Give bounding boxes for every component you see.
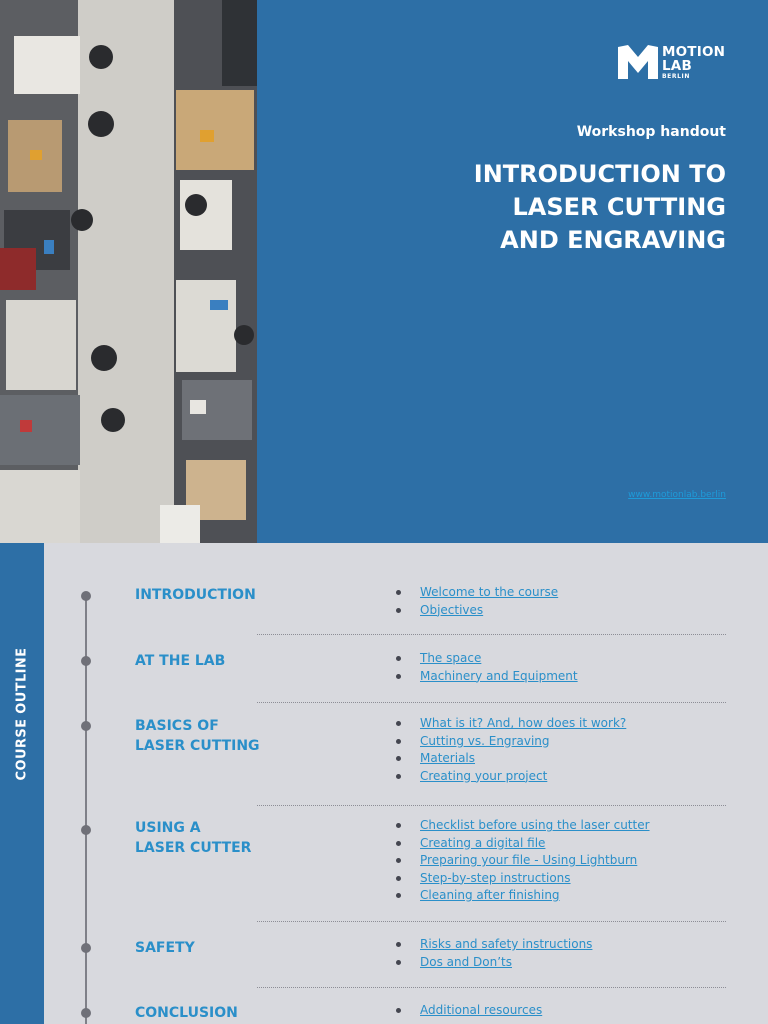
- list-item: [396, 584, 558, 602]
- section-title-using: [135, 818, 251, 858]
- bullet-icon: [396, 590, 401, 595]
- list-item: [396, 852, 650, 870]
- website-link[interactable]: www.motionlab.berlin: [628, 490, 726, 500]
- course-outline-sidebar: [0, 543, 44, 1024]
- outline-link[interactable]: The space: [420, 651, 482, 665]
- section-title-at-the-lab: [135, 651, 225, 671]
- motion-lab-m-icon: [616, 43, 660, 81]
- outline-link[interactable]: What is it? And, how does it work?: [420, 716, 627, 730]
- outline-link[interactable]: Step-by-step instructions: [420, 870, 571, 885]
- section-divider: [257, 921, 726, 922]
- section-title-line: BASICS OF: [135, 718, 219, 734]
- page-title: [386, 158, 726, 257]
- bullet-icon: [396, 893, 401, 898]
- section-divider: [257, 805, 726, 806]
- list-item: [396, 954, 592, 972]
- title-line: LASER CUTTING: [512, 193, 726, 221]
- list-item: [396, 750, 626, 768]
- list-item: [396, 936, 592, 954]
- section-title-safety: [135, 938, 195, 958]
- outline-link[interactable]: Creating your project: [420, 768, 548, 783]
- section-title-conclusion: [135, 1003, 238, 1023]
- bullet-icon: [396, 876, 401, 881]
- list-item: [396, 887, 650, 905]
- motion-lab-logo[interactable]: [616, 43, 728, 83]
- section-title-line: USING A: [135, 820, 201, 836]
- list-item: [396, 1002, 542, 1020]
- timeline-dot: [81, 825, 91, 835]
- outline-link[interactable]: Cutting vs. Engraving: [420, 733, 550, 748]
- timeline-dot: [81, 1008, 91, 1018]
- bullet-icon: [396, 739, 401, 744]
- section-items-basics: [396, 715, 626, 785]
- section-title-line: CONCLUSION: [135, 1005, 238, 1021]
- outline-link[interactable]: Additional resources: [420, 1003, 543, 1017]
- list-item: [396, 835, 650, 853]
- list-item: [396, 715, 626, 733]
- list-item: [396, 602, 558, 620]
- bullet-icon: [396, 1008, 401, 1013]
- list-item: [396, 668, 578, 686]
- section-title-line: LASER CUTTING: [135, 738, 260, 754]
- section-divider: [257, 634, 726, 635]
- bullet-icon: [396, 674, 401, 679]
- outline-link[interactable]: Cleaning after finishing: [420, 888, 560, 902]
- workshop-aerial-photo: [0, 0, 257, 543]
- section-items-conclusion: [396, 1002, 542, 1020]
- list-item: [396, 768, 626, 786]
- section-title-line: AT THE LAB: [135, 653, 226, 669]
- timeline-dot: [81, 656, 91, 666]
- timeline-dot: [81, 943, 91, 953]
- outline-link[interactable]: Materials: [420, 751, 476, 765]
- outline-link[interactable]: Objectives: [420, 602, 484, 617]
- outline-link[interactable]: Risks and safety instructions: [420, 937, 593, 951]
- section-title-line: LASER CUTTER: [135, 840, 252, 856]
- section-title-line: SAFETY: [135, 940, 195, 956]
- section-items-using: [396, 817, 650, 905]
- section-items-at-the-lab: [396, 650, 578, 685]
- bullet-icon: [396, 942, 401, 947]
- outline-link[interactable]: Checklist before using the laser cutter: [420, 818, 650, 832]
- bullet-icon: [396, 774, 401, 779]
- list-item: [396, 733, 626, 751]
- section-title-introduction: [135, 585, 256, 605]
- outline-link[interactable]: Creating a digital file: [420, 835, 546, 850]
- list-item: [396, 870, 650, 888]
- course-outline-label: COURSE OUTLINE: [14, 647, 30, 781]
- timeline-dot: [81, 721, 91, 731]
- section-divider: [257, 702, 726, 703]
- bullet-icon: [396, 756, 401, 761]
- bullet-icon: [396, 823, 401, 828]
- bullet-icon: [396, 841, 401, 846]
- timeline-dot: [81, 591, 91, 601]
- brand-name-line1: MOTION: [662, 44, 726, 60]
- section-items-safety: [396, 936, 592, 971]
- title-line: INTRODUCTION TO: [473, 160, 726, 188]
- bullet-icon: [396, 960, 401, 965]
- bullet-icon: [396, 656, 401, 661]
- section-divider: [257, 987, 726, 988]
- section-title-line: INTRODUCTION: [135, 587, 256, 603]
- outline-link[interactable]: Welcome to the course: [420, 585, 559, 599]
- outline-link[interactable]: Preparing your file - Using Lightburn: [420, 853, 638, 867]
- bullet-icon: [396, 608, 401, 613]
- title-line: AND ENGRAVING: [500, 226, 726, 254]
- section-title-basics: [135, 716, 260, 756]
- outline-link[interactable]: Machinery and Equipment: [420, 668, 578, 683]
- section-items-introduction: [396, 584, 558, 619]
- outline-link[interactable]: Dos and Don’ts: [420, 954, 512, 969]
- bullet-icon: [396, 721, 401, 726]
- bullet-icon: [396, 858, 401, 863]
- list-item: [396, 650, 578, 668]
- list-item: [396, 817, 650, 835]
- brand-name-line3: BERLIN: [662, 73, 690, 80]
- brand-name-line2: LAB: [662, 58, 692, 74]
- cover-eyebrow: Workshop handout: [576, 124, 726, 140]
